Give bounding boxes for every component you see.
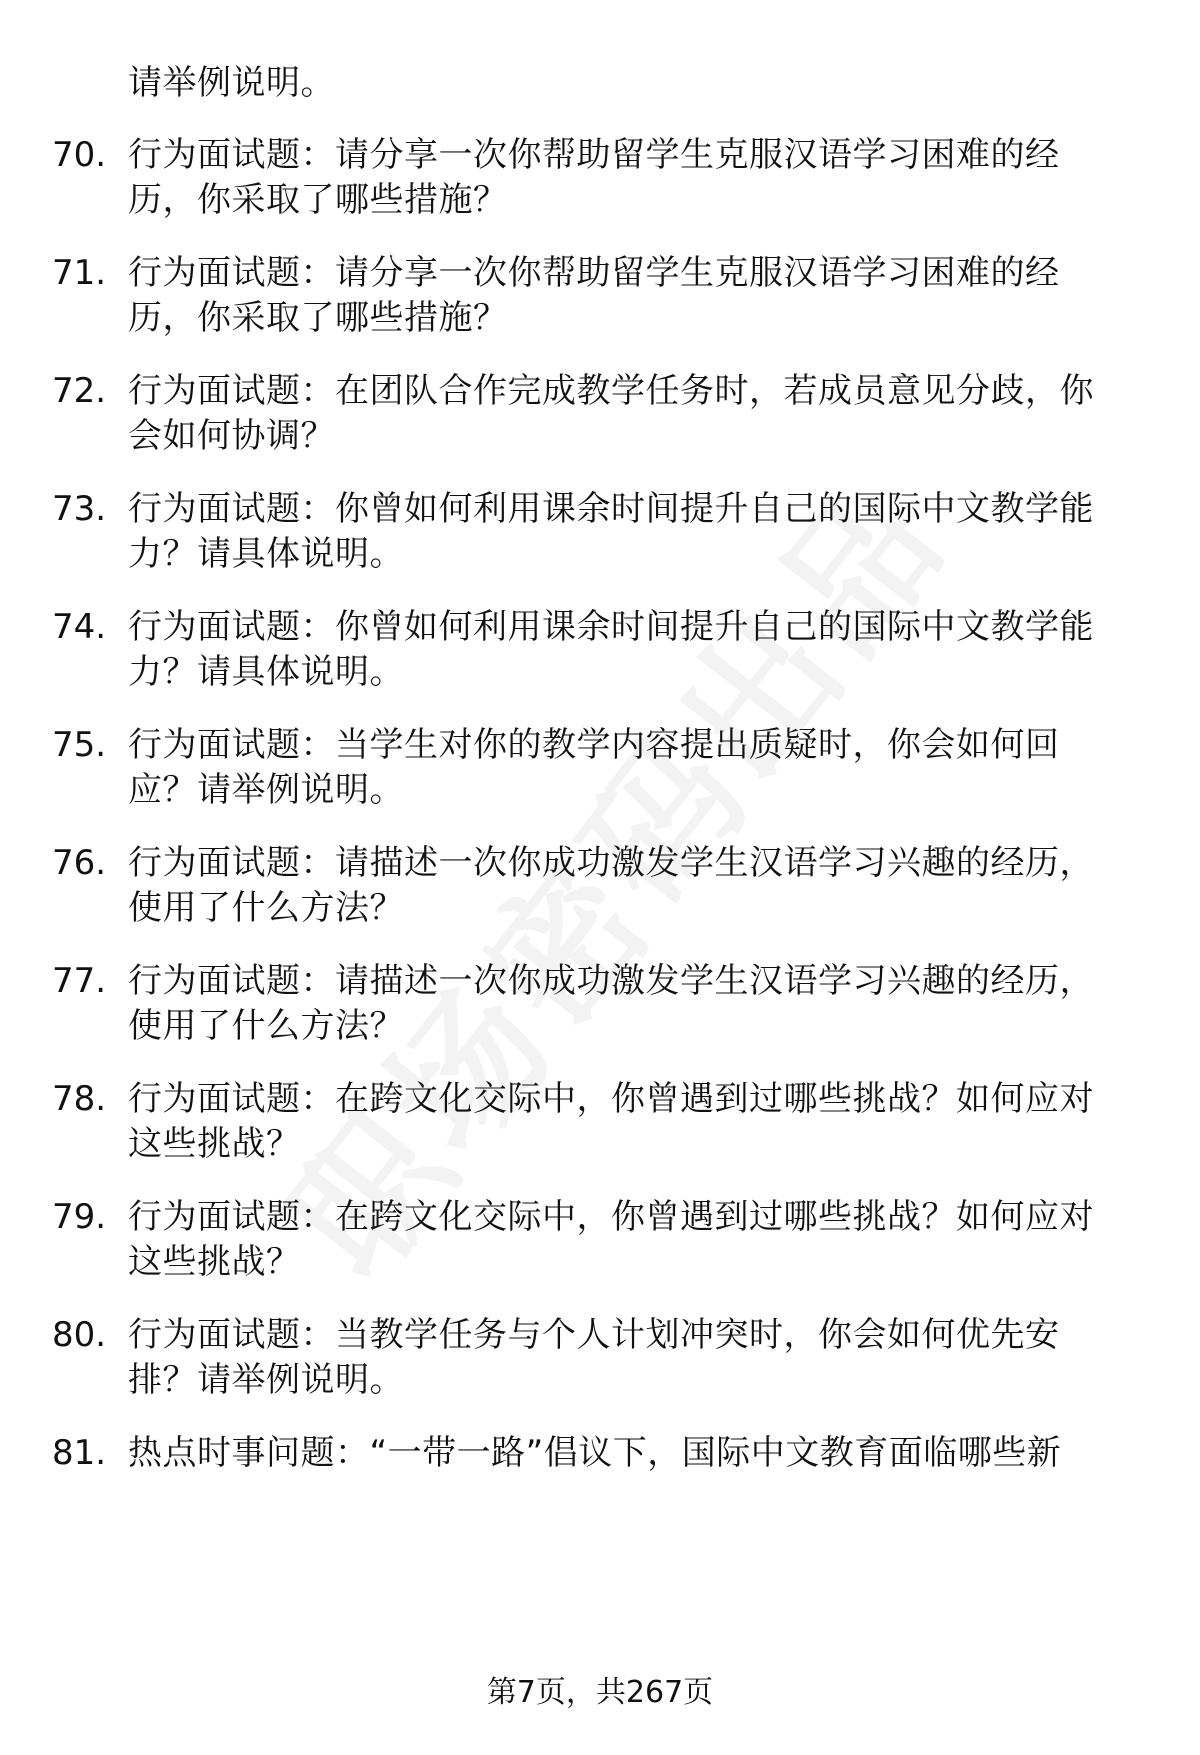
question-line-1: 行为面试题：请描述一次你成功激发学生汉语学习兴趣的经历， <box>128 961 1094 1001</box>
question-line-2: 这些挑战？ <box>128 1124 301 1164</box>
question-line-2: 这些挑战？ <box>128 1242 301 1282</box>
question-line-2: 排？请举例说明。 <box>128 1360 404 1400</box>
question-number: 76. <box>52 843 107 883</box>
question-line-1: 行为面试题：你曾如何利用课余时间提升自己的国际中文教学能 <box>128 607 1094 647</box>
intro-continuation: 请举例说明。 <box>128 63 335 103</box>
question-line-2: 使用了什么方法？ <box>128 1006 404 1046</box>
question-number: 78. <box>52 1079 107 1119</box>
question-number: 74. <box>52 607 107 647</box>
question-line-2: 力？请具体说明。 <box>128 534 404 574</box>
question-line-2: 使用了什么方法？ <box>128 888 404 928</box>
question-line-2: 会如何协调？ <box>128 416 335 456</box>
question-number: 80. <box>52 1315 107 1355</box>
question-line-1: 行为面试题：你曾如何利用课余时间提升自己的国际中文教学能 <box>128 489 1094 529</box>
question-line-2: 应？请举例说明。 <box>128 770 404 810</box>
question-line-1: 行为面试题：在跨文化交际中，你曾遇到过哪些挑战？如何应对 <box>128 1079 1094 1119</box>
question-line-1: 热点时事问题：“一带一路”倡议下，国际中文教育面临哪些新 <box>128 1433 1062 1473</box>
question-number: 79. <box>52 1197 107 1237</box>
question-number: 70. <box>52 135 107 175</box>
question-line-2: 力？请具体说明。 <box>128 652 404 692</box>
question-line-2: 历，你采取了哪些措施？ <box>128 180 508 220</box>
question-line-1: 行为面试题：请分享一次你帮助留学生克服汉语学习困难的经 <box>128 135 1060 175</box>
question-number: 75. <box>52 725 107 765</box>
question-number: 72. <box>52 371 107 411</box>
question-line-2: 历，你采取了哪些措施？ <box>128 298 508 338</box>
question-line-1: 行为面试题：在跨文化交际中，你曾遇到过哪些挑战？如何应对 <box>128 1197 1094 1237</box>
question-line-1: 行为面试题：请分享一次你帮助留学生克服汉语学习困难的经 <box>128 253 1060 293</box>
question-line-1: 行为面试题：当教学任务与个人计划冲突时，你会如何优先安 <box>128 1315 1060 1355</box>
page-footer: 第7页，共267页 <box>486 1675 714 1710</box>
question-number: 77. <box>52 961 107 1001</box>
question-number: 81. <box>52 1433 107 1473</box>
question-number: 71. <box>52 253 107 293</box>
question-line-1: 行为面试题：请描述一次你成功激发学生汉语学习兴趣的经历， <box>128 843 1094 883</box>
question-line-1: 行为面试题：当学生对你的教学内容提出质疑时，你会如何回 <box>128 725 1060 765</box>
question-line-1: 行为面试题：在团队合作完成教学任务时，若成员意见分歧，你 <box>128 371 1094 411</box>
question-number: 73. <box>52 489 107 529</box>
